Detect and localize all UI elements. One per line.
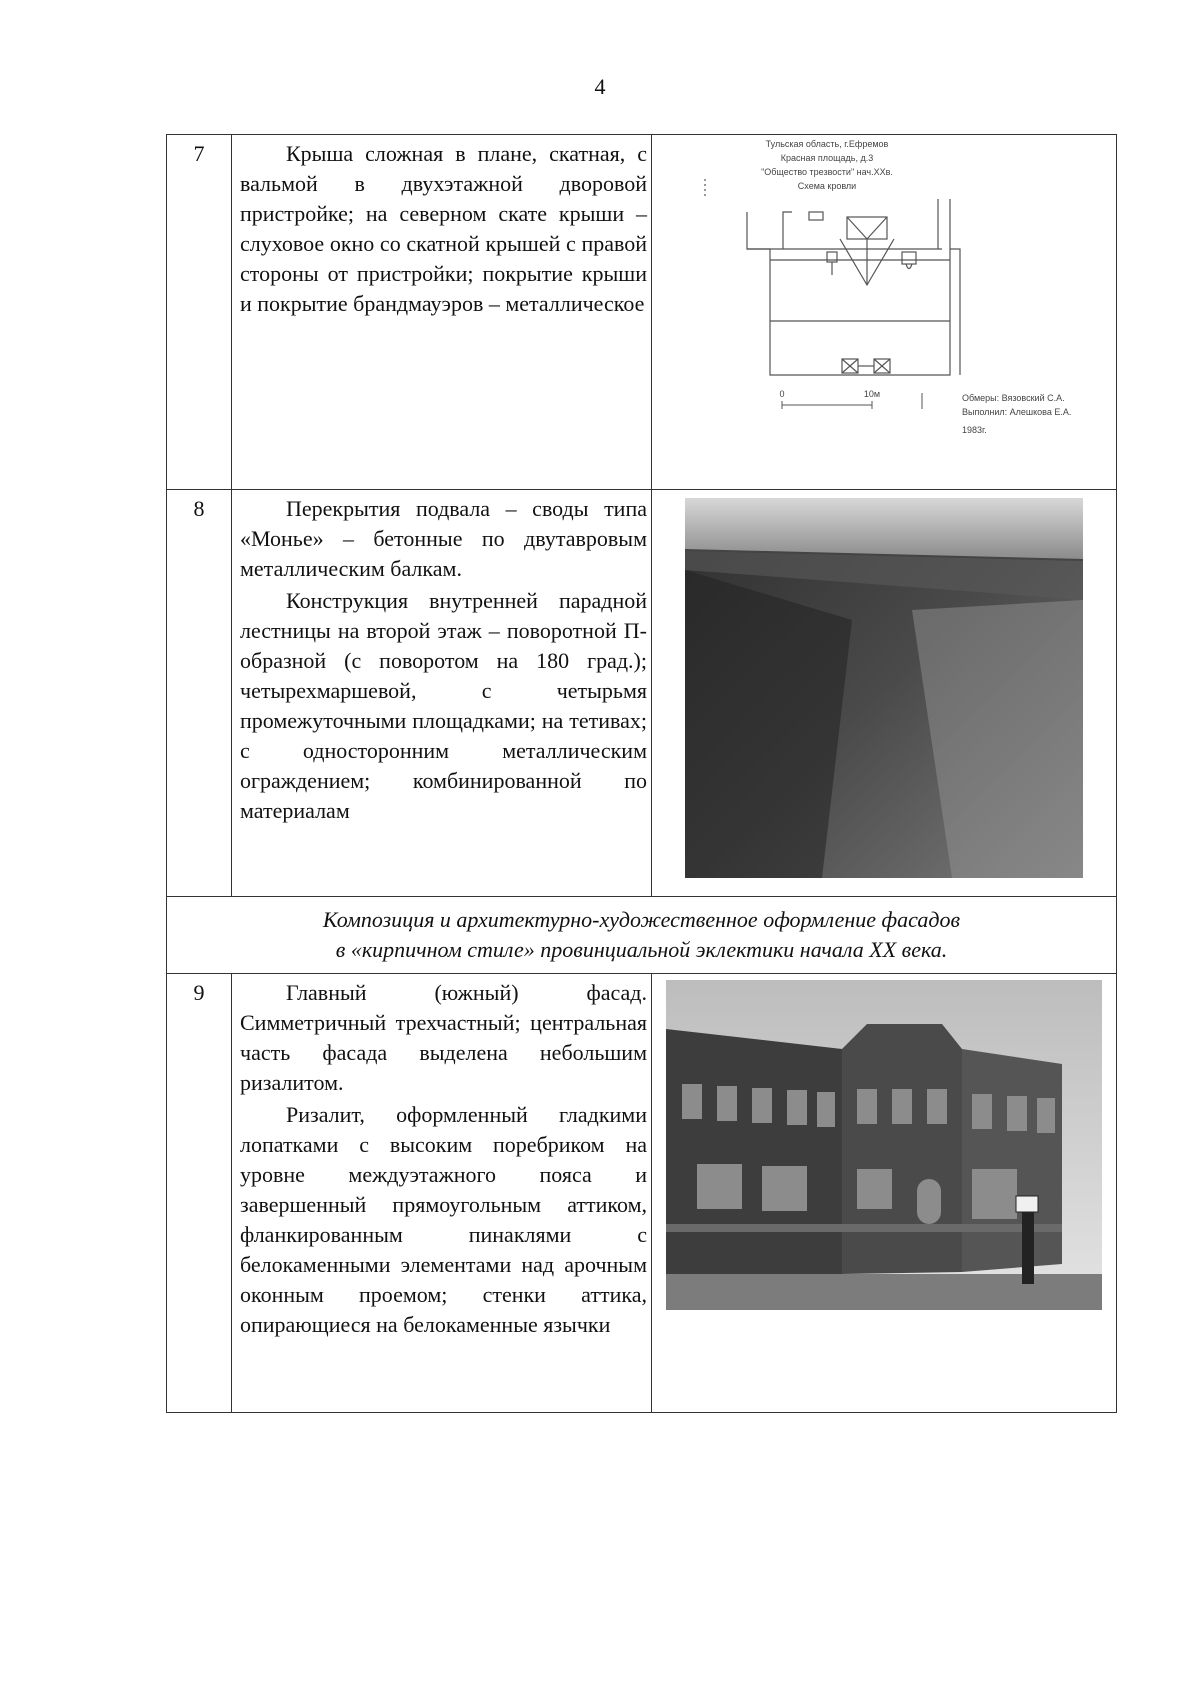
paragraph: Главный (южный) фасад. Симметричный трехчастный; центральная часть фасада выделена небольшим ризалитом. xyxy=(240,980,647,1095)
paragraph: Перекрытия подвала – своды типа «Монье» – бетонные по двутавровым металлическим балкам. xyxy=(240,496,647,581)
section-heading-line: в «кирпичном стиле» провинциальной эклектики начала XX века. xyxy=(335,937,948,962)
paragraph: Конструкция внутренней парадной лестницы на второй этаж – поворотной П-образной (с поворотом на 180 град.); четырехмаршевой, с четырьмя промежуточными площадками; на тетивах; с односторонним металлическим ограждением; комбинированной по материалам xyxy=(240,588,647,823)
basement-photo-cell xyxy=(652,490,1117,897)
section-heading xyxy=(167,897,1117,974)
section-heading-line: Композиция и архитектурно-художественное оформление фасадов xyxy=(322,907,961,932)
scale-label: 0 xyxy=(779,389,785,399)
plan-caption-line: Схема кровли xyxy=(797,181,857,191)
roof-plan-outline xyxy=(705,179,960,375)
section-row xyxy=(167,897,1117,974)
scale-bar xyxy=(782,393,922,409)
row-description xyxy=(232,974,652,1413)
plan-authors-line: Выполнил: Алешкова Е.А. xyxy=(962,407,1072,417)
row-number: 9 xyxy=(167,974,232,1413)
facade-photo xyxy=(652,974,1116,1314)
paragraph: Крыша сложная в плане, скатная, с вальмой в двухэтажной дворовой пристройке; на северном скате крыши – слуховое окно со скатной крышей с правой стороны от пристройки; покрытие крыши и покрытие брандмауэров – металлическое xyxy=(240,141,647,316)
scale-label: 10м xyxy=(863,389,881,399)
basement-vault-photo xyxy=(652,490,1116,886)
row-number: 8 xyxy=(167,490,232,897)
plan-caption-line: "Общество трезвости" нач.XXв. xyxy=(761,167,893,177)
plan-authors-line: 1983г. xyxy=(962,425,987,435)
page-number: 4 xyxy=(594,74,606,99)
plan-caption-line: Тульская область, г.Ефремов xyxy=(765,139,889,149)
facade-photo-cell xyxy=(652,974,1117,1413)
row-description xyxy=(232,135,652,490)
row-number: 7 xyxy=(167,135,232,490)
plan-caption-line: Красная площадь, д.3 xyxy=(780,153,874,163)
roof-plan-drawing xyxy=(652,135,1117,490)
paragraph: Ризалит, оформленный гладкими лопатками с высоким поребриком на уровне междуэтажного пояса и завершенный прямоугольным аттиком, фланкированным пинаклями с белокаменными элементами над арочным оконным проемом; стенки аттика, опирающиеся на белокаменные язычки xyxy=(240,1102,647,1337)
roof-plan-svg xyxy=(652,135,1116,479)
table-row xyxy=(167,135,1117,490)
plan-authors-line: Обмеры: Вязовский С.А. xyxy=(962,393,1065,403)
row-description xyxy=(232,490,652,897)
heritage-table xyxy=(166,134,1117,1413)
table-row xyxy=(167,490,1117,897)
table-row xyxy=(167,974,1117,1413)
